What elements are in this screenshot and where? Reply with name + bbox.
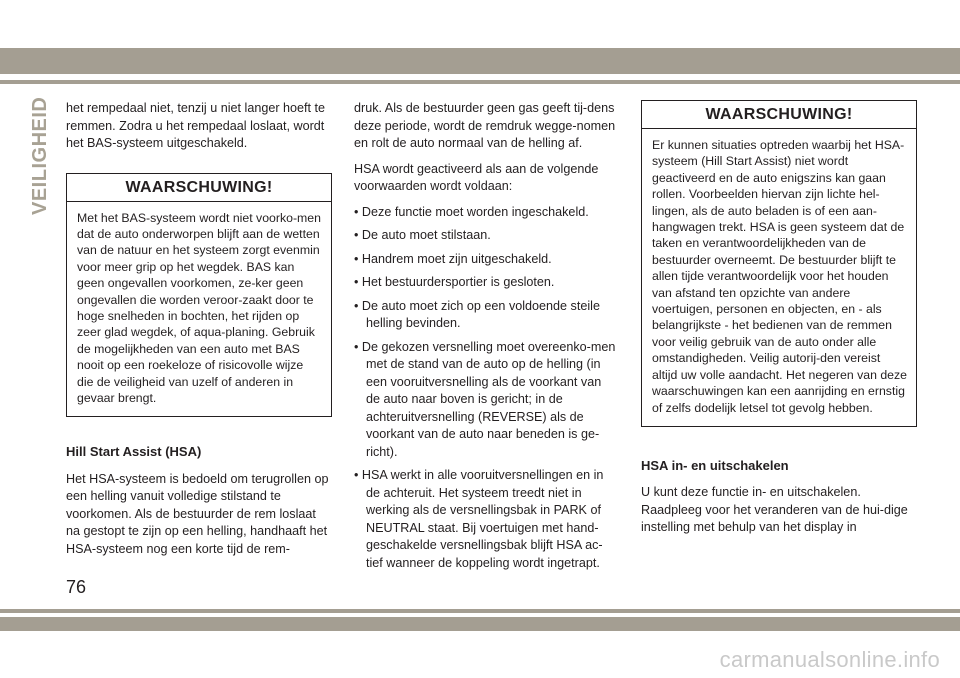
page-number: 76 <box>66 577 87 597</box>
hsa-paragraph: Het HSA-systeem is bedoeld om terugrollen op een helling vanuit volledige stilstand te voorkomen. Als de bestuurder de rem loslaat na gestopt te zijn op een helling, handhaaft het HSA-systeem nog een korte tijd de rem- <box>66 471 329 556</box>
bottom-rule <box>0 609 960 613</box>
warning-title: WAARSCHUWING! <box>642 101 916 129</box>
conditions-list <box>354 204 618 573</box>
list-item: • De auto moet zich op een voldoende steile helling bevinden. <box>354 298 618 333</box>
list-item: • Het bestuurdersportier is gesloten. <box>354 274 618 292</box>
watermark: carmanualsonline.info <box>719 647 940 672</box>
warning-box-bas <box>66 173 332 418</box>
list-item: • Deze functie moet worden ingeschakeld. <box>354 204 618 222</box>
warning-title: WAARSCHUWING! <box>67 174 331 202</box>
list-item: • De auto moet stilstaan. <box>354 227 618 245</box>
top-rule <box>0 80 960 84</box>
list-item: • HSA werkt in alle vooruitversnellingen en in de achteruit. Het systeem treedt niet in werking als de versnellingsbak in PARK of NEUTRAL staat. Bij voertuigen met hand-geschakelde versnellingsbak blijft HSA ac-tief wanneer de koppeling wordt ingetrapt. <box>354 467 618 572</box>
top-band <box>0 48 960 74</box>
paragraph: druk. Als de bestuurder geen gas geeft tij-dens deze periode, wordt de remdruk wegge-nomen en rolt de auto normaal van de helling af. <box>354 101 616 150</box>
section-side-label: VEILIGHEID <box>29 96 51 215</box>
list-item: • De gekozen versnelling moet overeenko-men met de stand van de auto op de helling (in een vooruitversnelling als de voorkant van de auto naar boven is gericht; in de achteruitversnelling (REVERSE) als de voorkant van de auto naar beneden is ge-richt). <box>354 339 618 462</box>
column-middle <box>354 100 618 578</box>
intro-paragraph: het rempedaal niet, tenzij u niet langer hoeft te remmen. Zodra u het rempedaal loslaat, wordt het BAS-systeem uitgeschakeld. <box>66 101 326 150</box>
toggle-paragraph: U kunt deze functie in- en uitschakelen. Raadpleeg voor het veranderen van de hui-dige instelling met behulp van het display in <box>641 485 908 535</box>
column-left <box>66 100 332 558</box>
paragraph: HSA wordt geactiveerd als aan de volgende voorwaarden wordt voldaan: <box>354 161 599 193</box>
bottom-band <box>0 617 960 631</box>
column-right <box>641 100 917 537</box>
warning-box-hsa <box>641 100 917 427</box>
section-heading-hsa: Hill Start Assist (HSA) <box>66 444 202 460</box>
list-item: • Handrem moet zijn uitgeschakeld. <box>354 251 618 269</box>
section-heading-hsa-toggle: HSA in- en uitschakelen <box>641 457 789 473</box>
warning-text: Met het BAS-systeem wordt niet voorko-men dat de auto onderworpen blijft aan de wetten van de natuur en het systeem zorgt evenmin voor meer grip op het wegdek. BAS kan geen ongevallen voorkomen, ze-ker geen ongevallen die worden veroor-zaakt door te hoge snelheden in bochten, het rijden op zeer glad wegdek, of aqua-planing. Gebruik de mogelijkheden van een auto met BAS nooit op een roekeloze of risicovolle wijze die de veiligheid van uzelf of anderen in gevaar brengt. <box>77 210 321 405</box>
warning-text: Er kunnen situaties optreden waarbij het HSA-systeem (Hill Start Assist) niet wordt geactiveerd en de auto enigszins kan gaan rollen. Voorbeelden hiervan zijn lichte hel-lingen, als de auto beladen is of een aan-hangwagen trekt. HSA is geen systeem dat de taken en verantwoordelijkheden van de bestuurder overneemt. De bestuurder blijft te allen tijde verantwoordelijk voor het houden van afstand ten opzichte van andere voertuigen, personen en objecten, en - als belangrijkste - het bedienen van de remmen voor veilig gebruik van de auto onder alle omstandigheden. Veilig autorij-den vereist altijd uw volle aandacht. Het negeren van deze waarschuwingen kan een aanrijding en ernstig of zelfs dodelijk letsel tot gevolg hebben. <box>652 138 907 415</box>
